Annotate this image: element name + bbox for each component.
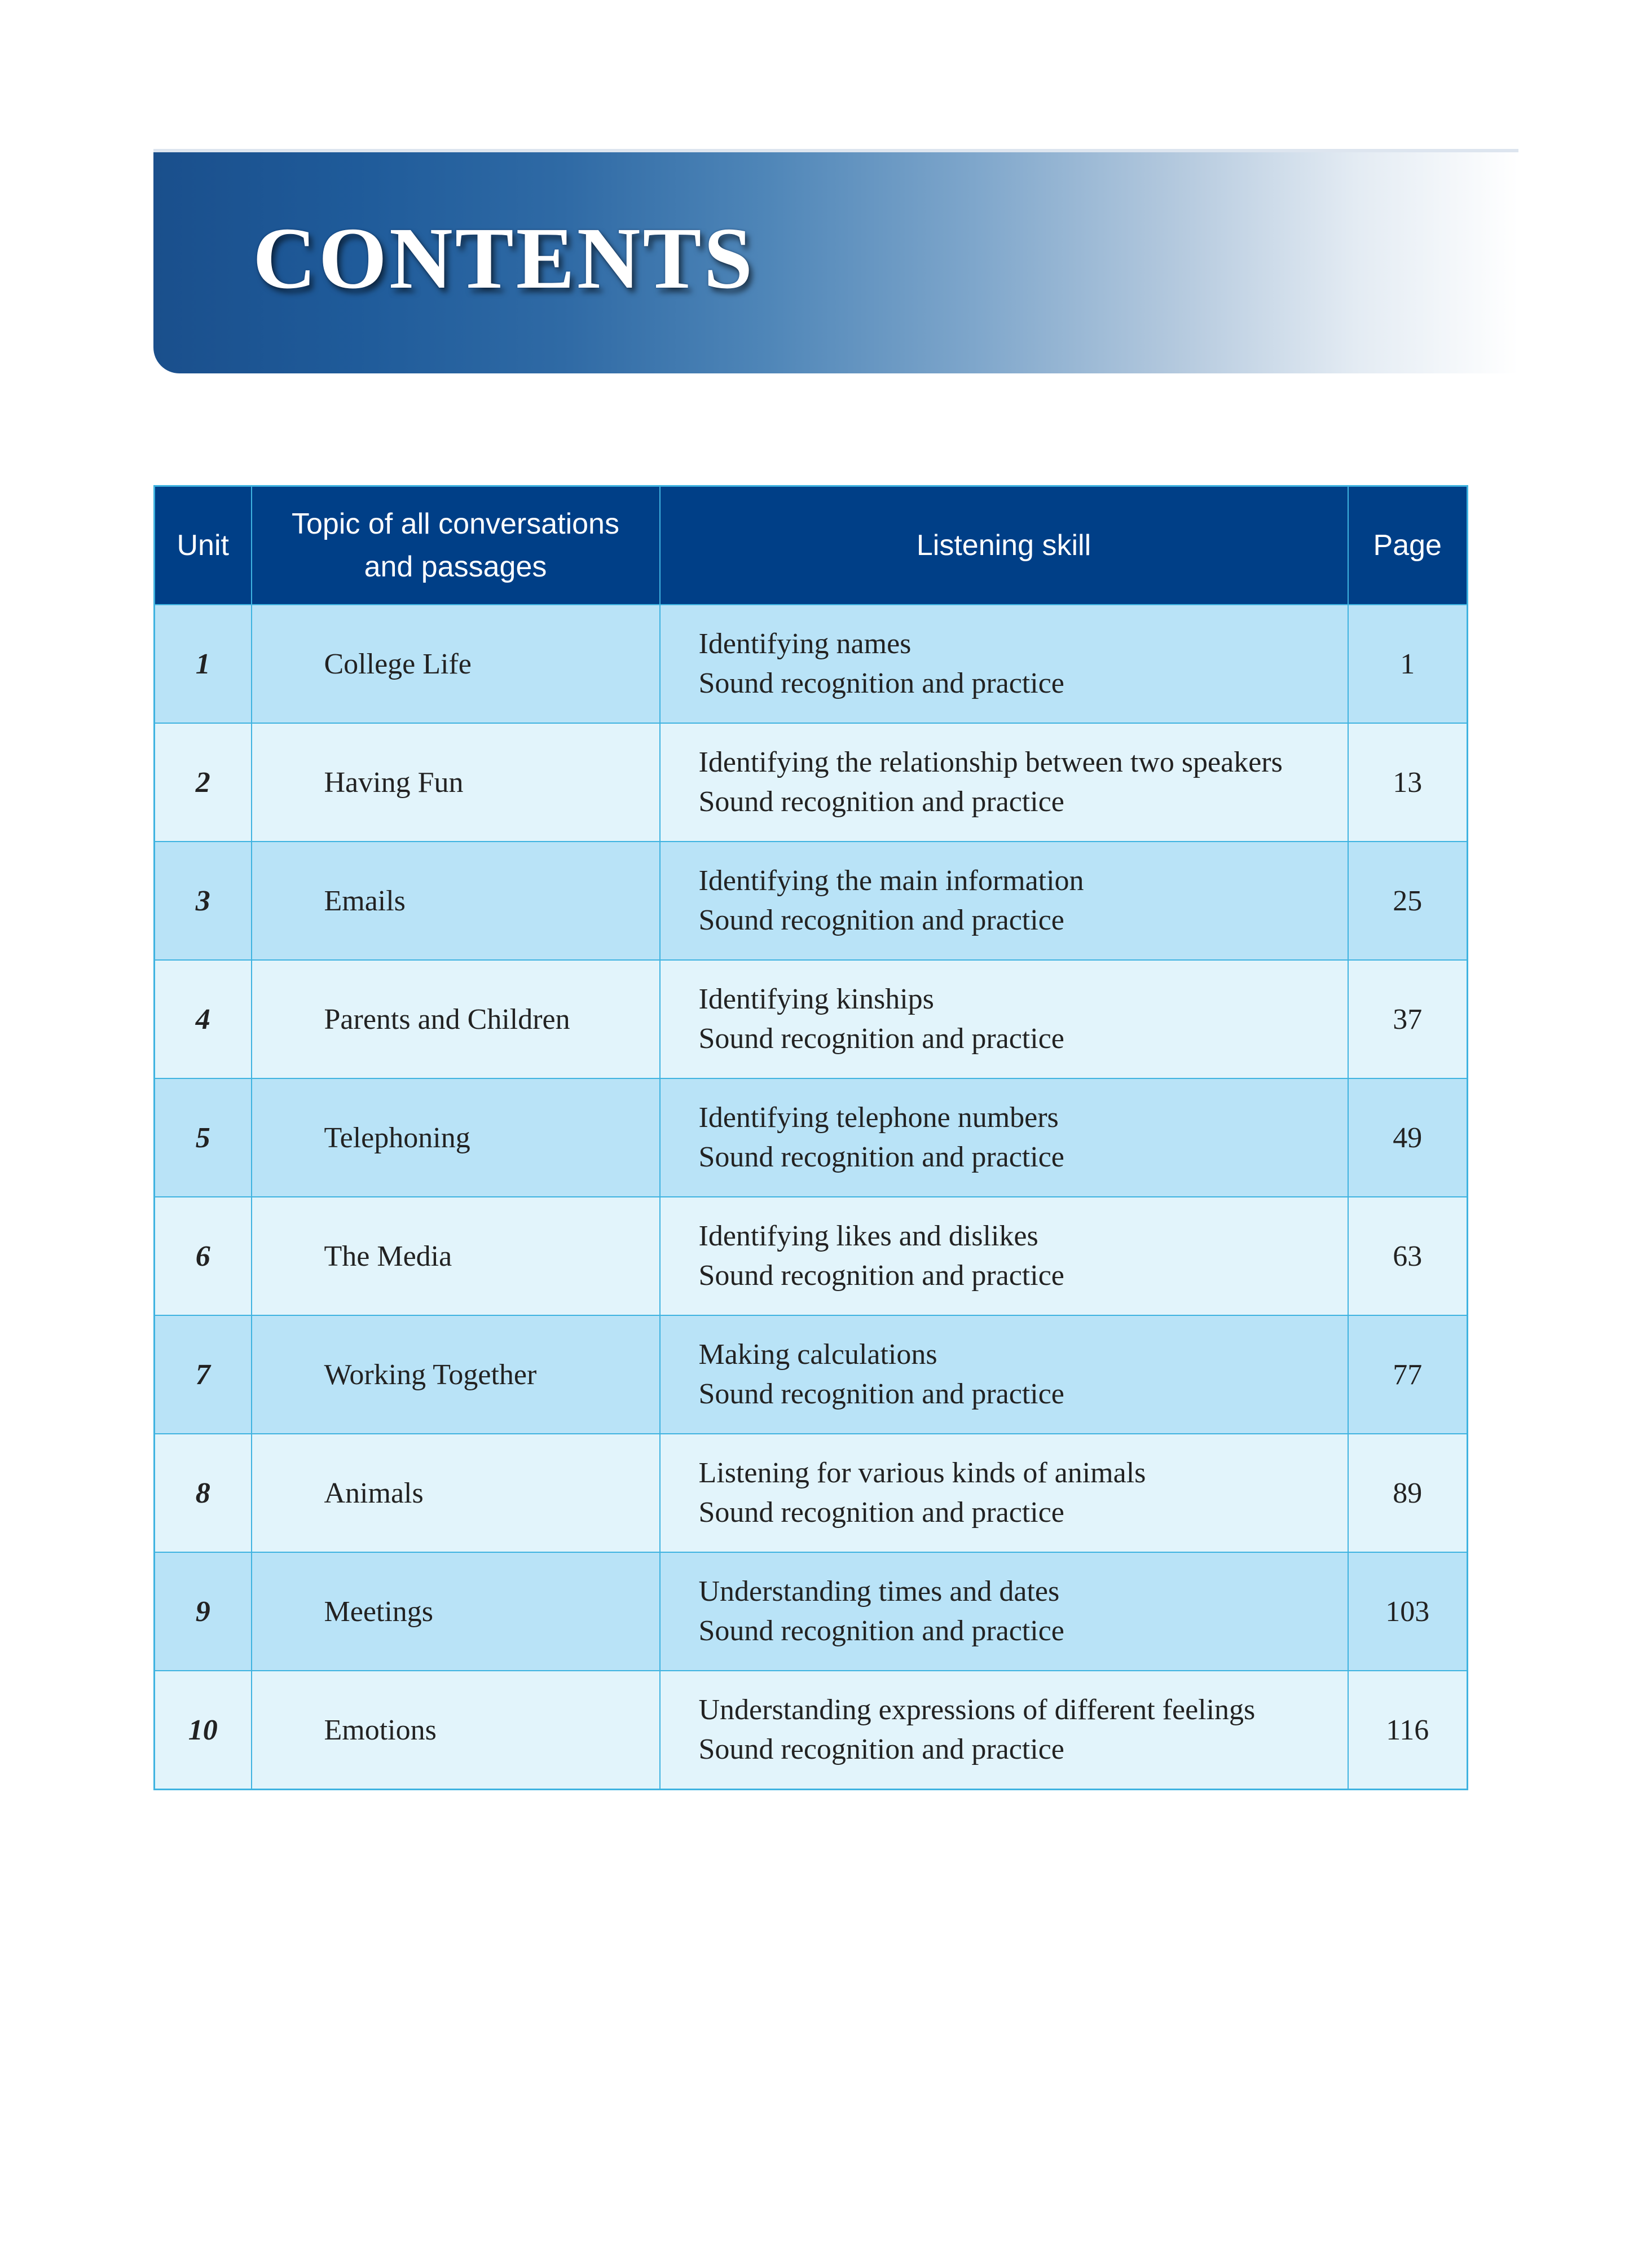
unit-number: 2	[155, 723, 252, 842]
page-number: 1	[1348, 605, 1468, 723]
column-header-topic-line2: and passages	[364, 551, 547, 583]
page-title: CONTENTS	[253, 209, 755, 307]
listening-skill	[660, 1671, 1348, 1790]
page-number: 13	[1348, 723, 1468, 842]
skill-line-2: Sound recognition and practice	[698, 786, 1064, 818]
unit-topic: The Media	[252, 1197, 660, 1315]
unit-topic: Parents and Children	[252, 960, 660, 1078]
unit-number: 5	[155, 1078, 252, 1197]
unit-number: 8	[155, 1434, 252, 1552]
skill-line-2: Sound recognition and practice	[698, 1141, 1064, 1173]
table-row	[155, 1315, 1468, 1434]
unit-topic: College Life	[252, 605, 660, 723]
column-header-topic-line1: Topic of all conversations	[292, 508, 619, 540]
header-row	[155, 486, 1468, 605]
skill-line-1: Identifying kinships	[698, 983, 934, 1015]
skill-line-1: Making calculations	[698, 1338, 937, 1371]
table-body	[155, 605, 1468, 1790]
unit-number: 3	[155, 842, 252, 960]
contents-table	[153, 485, 1468, 1790]
listening-skill	[660, 1434, 1348, 1552]
listening-skill	[660, 1315, 1348, 1434]
skill-line-2: Sound recognition and practice	[698, 1496, 1064, 1529]
page-number: 49	[1348, 1078, 1468, 1197]
skill-line-1: Listening for various kinds of animals	[698, 1457, 1146, 1489]
unit-topic: Meetings	[252, 1552, 660, 1671]
skill-line-2: Sound recognition and practice	[698, 1615, 1064, 1647]
table-row	[155, 1434, 1468, 1552]
unit-topic: Emotions	[252, 1671, 660, 1790]
table-row	[155, 1197, 1468, 1315]
table-row	[155, 1671, 1468, 1790]
table-row	[155, 723, 1468, 842]
unit-number: 6	[155, 1197, 252, 1315]
skill-line-1: Identifying telephone numbers	[698, 1102, 1059, 1134]
listening-skill	[660, 960, 1348, 1078]
unit-topic: Telephoning	[252, 1078, 660, 1197]
table-row	[155, 605, 1468, 723]
page-number: 103	[1348, 1552, 1468, 1671]
skill-line-2: Sound recognition and practice	[698, 1378, 1064, 1410]
unit-topic: Animals	[252, 1434, 660, 1552]
skill-line-1: Identifying names	[698, 628, 912, 660]
page-number: 25	[1348, 842, 1468, 960]
listening-skill	[660, 1078, 1348, 1197]
skill-line-2: Sound recognition and practice	[698, 1023, 1064, 1055]
page-number: 37	[1348, 960, 1468, 1078]
listening-skill	[660, 1552, 1348, 1671]
column-header-page: Page	[1348, 486, 1468, 605]
page-number: 77	[1348, 1315, 1468, 1434]
skill-line-2: Sound recognition and practice	[698, 1259, 1064, 1292]
page-number: 89	[1348, 1434, 1468, 1552]
skill-line-1: Understanding expressions of different feelings	[698, 1694, 1256, 1726]
skill-line-1: Understanding times and dates	[698, 1575, 1060, 1608]
unit-number: 7	[155, 1315, 252, 1434]
listening-skill	[660, 842, 1348, 960]
page-number: 116	[1348, 1671, 1468, 1790]
unit-number: 1	[155, 605, 252, 723]
column-header-unit: Unit	[155, 486, 252, 605]
unit-number: 4	[155, 960, 252, 1078]
skill-line-1: Identifying the main information	[698, 865, 1084, 897]
unit-number: 10	[155, 1671, 252, 1790]
unit-number: 9	[155, 1552, 252, 1671]
unit-topic: Emails	[252, 842, 660, 960]
listening-skill	[660, 723, 1348, 842]
table-row	[155, 1552, 1468, 1671]
table-row	[155, 842, 1468, 960]
unit-topic: Working Together	[252, 1315, 660, 1434]
listening-skill	[660, 1197, 1348, 1315]
skill-line-2: Sound recognition and practice	[698, 667, 1064, 699]
unit-topic: Having Fun	[252, 723, 660, 842]
table-row	[155, 960, 1468, 1078]
table-header	[155, 486, 1468, 605]
skill-line-1: Identifying likes and dislikes	[698, 1220, 1038, 1252]
table-row	[155, 1078, 1468, 1197]
listening-skill	[660, 605, 1348, 723]
column-header-topic	[252, 486, 660, 605]
page-number: 63	[1348, 1197, 1468, 1315]
column-header-skill: Listening skill	[660, 486, 1348, 605]
skill-line-2: Sound recognition and practice	[698, 1733, 1064, 1765]
skill-line-1: Identifying the relationship between two speakers	[698, 746, 1283, 778]
skill-line-2: Sound recognition and practice	[698, 904, 1064, 936]
